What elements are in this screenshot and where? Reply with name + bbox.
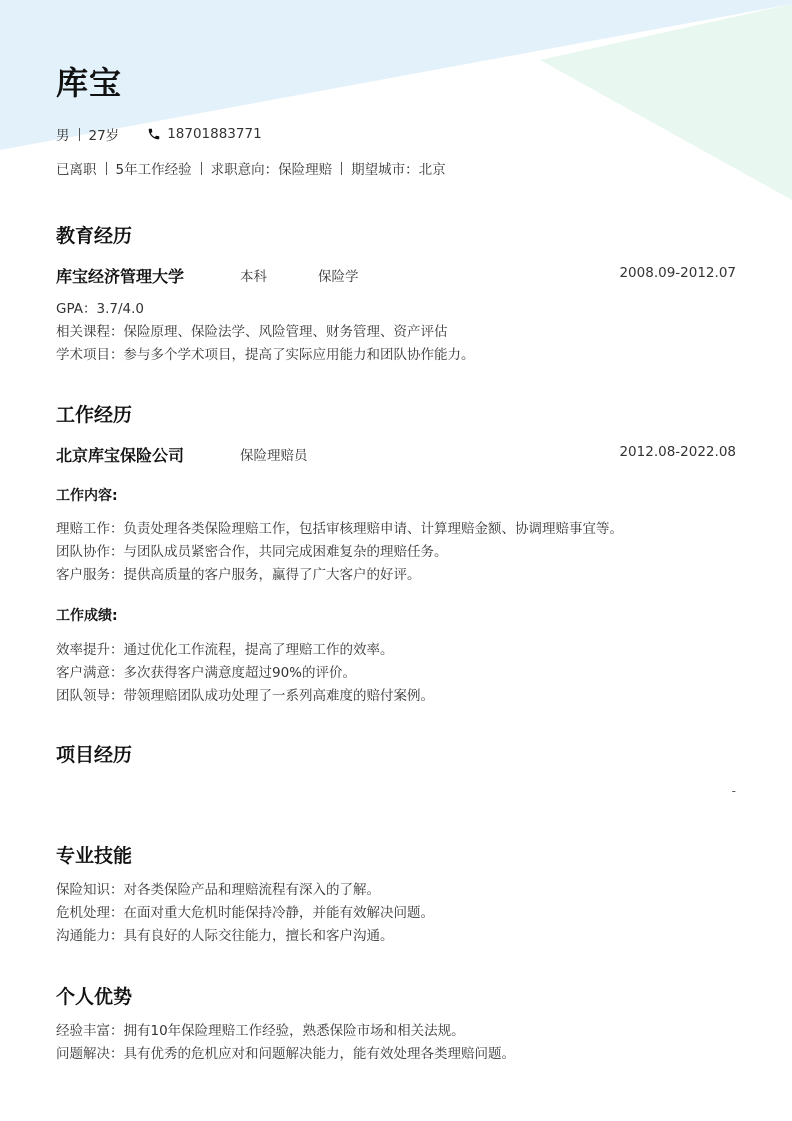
work-content-line: 理赔工作：负责处理各类保险理赔工作，包括审核理赔申请、计算理赔金额、协调理赔事宜等。 xyxy=(56,521,623,537)
job-info-row xyxy=(56,158,446,178)
skill-line: 保险知识：对各类保险产品和理赔流程有深入的了解。 xyxy=(56,882,380,898)
strengths-list xyxy=(56,1020,515,1066)
work-content-title: 工作内容: xyxy=(56,488,118,504)
phone-number: 18701883771 xyxy=(167,126,262,142)
strengths-section-title: 个人优势 xyxy=(56,986,133,1008)
work-section-title: 工作经历 xyxy=(56,404,133,426)
education-line: 相关课程：保险原理、保险法学、风险管理、财务管理、资产评估 xyxy=(56,324,448,340)
projects-section-title: 项目经历 xyxy=(56,744,133,766)
achievement-line: 客户满意：多次获得客户满意度超过90%的评价。 xyxy=(56,665,357,681)
work-entry-header xyxy=(56,443,736,465)
strength-line: 问题解决：具有优秀的危机应对和问题解决能力，能有效处理各类理赔问题。 xyxy=(56,1046,515,1062)
projects-placeholder: - xyxy=(731,784,736,798)
skill-line: 沟通能力：具有良好的人际交往能力，擅长和客户沟通。 xyxy=(56,928,394,944)
work-achievements-list xyxy=(56,639,434,708)
education-line: GPA：3.7/4.0 xyxy=(56,301,144,317)
education-entry-header xyxy=(56,264,736,286)
achievement-line: 效率提升：通过优化工作流程，提高了理赔工作的效率。 xyxy=(56,642,394,658)
divider xyxy=(201,162,202,175)
strength-line: 经验丰富：拥有10年保险理赔工作经验，熟悉保险市场和相关法规。 xyxy=(56,1023,465,1039)
employment-status: 已离职 xyxy=(56,162,97,178)
divider xyxy=(106,162,107,175)
school-name: 库宝经济管理大学 xyxy=(56,267,185,286)
basic-info-row xyxy=(56,124,262,144)
degree: 本科 xyxy=(240,269,267,285)
job-intention: 求职意向：保险理赔 xyxy=(210,162,333,178)
skills-section-title: 专业技能 xyxy=(56,845,133,867)
work-achievements-title: 工作成绩: xyxy=(56,608,118,624)
work-content-list xyxy=(56,518,623,587)
work-content-line: 客户服务：提供高质量的客户服务，赢得了广大客户的好评。 xyxy=(56,567,421,583)
work-date: 2012.08-2022.08 xyxy=(619,444,736,460)
divider xyxy=(79,128,80,141)
candidate-name: 库宝 xyxy=(56,64,123,102)
education-date: 2008.09-2012.07 xyxy=(619,265,736,281)
skills-list xyxy=(56,879,434,948)
divider xyxy=(341,162,342,175)
achievement-line: 团队领导：带领理赔团队成功处理了一系列高难度的赔付案例。 xyxy=(56,688,434,704)
work-experience: 5年工作经验 xyxy=(115,162,192,178)
education-details xyxy=(56,298,475,367)
education-section-title: 教育经历 xyxy=(56,225,133,247)
major: 保险学 xyxy=(318,269,359,285)
phone-icon xyxy=(147,127,161,141)
job-position: 保险理赔员 xyxy=(240,448,308,464)
company-name: 北京库宝保险公司 xyxy=(56,446,185,465)
expected-city: 期望城市：北京 xyxy=(351,162,446,178)
education-line: 学术项目：参与多个学术项目，提高了实际应用能力和团队协作能力。 xyxy=(56,347,475,363)
skill-line: 危机处理：在面对重大危机时能保持冷静，并能有效解决问题。 xyxy=(56,905,434,921)
work-content-line: 团队协作：与团队成员紧密合作，共同完成困难复杂的理赔任务。 xyxy=(56,544,448,560)
gender: 男 xyxy=(56,128,70,144)
age: 27岁 xyxy=(88,128,120,144)
